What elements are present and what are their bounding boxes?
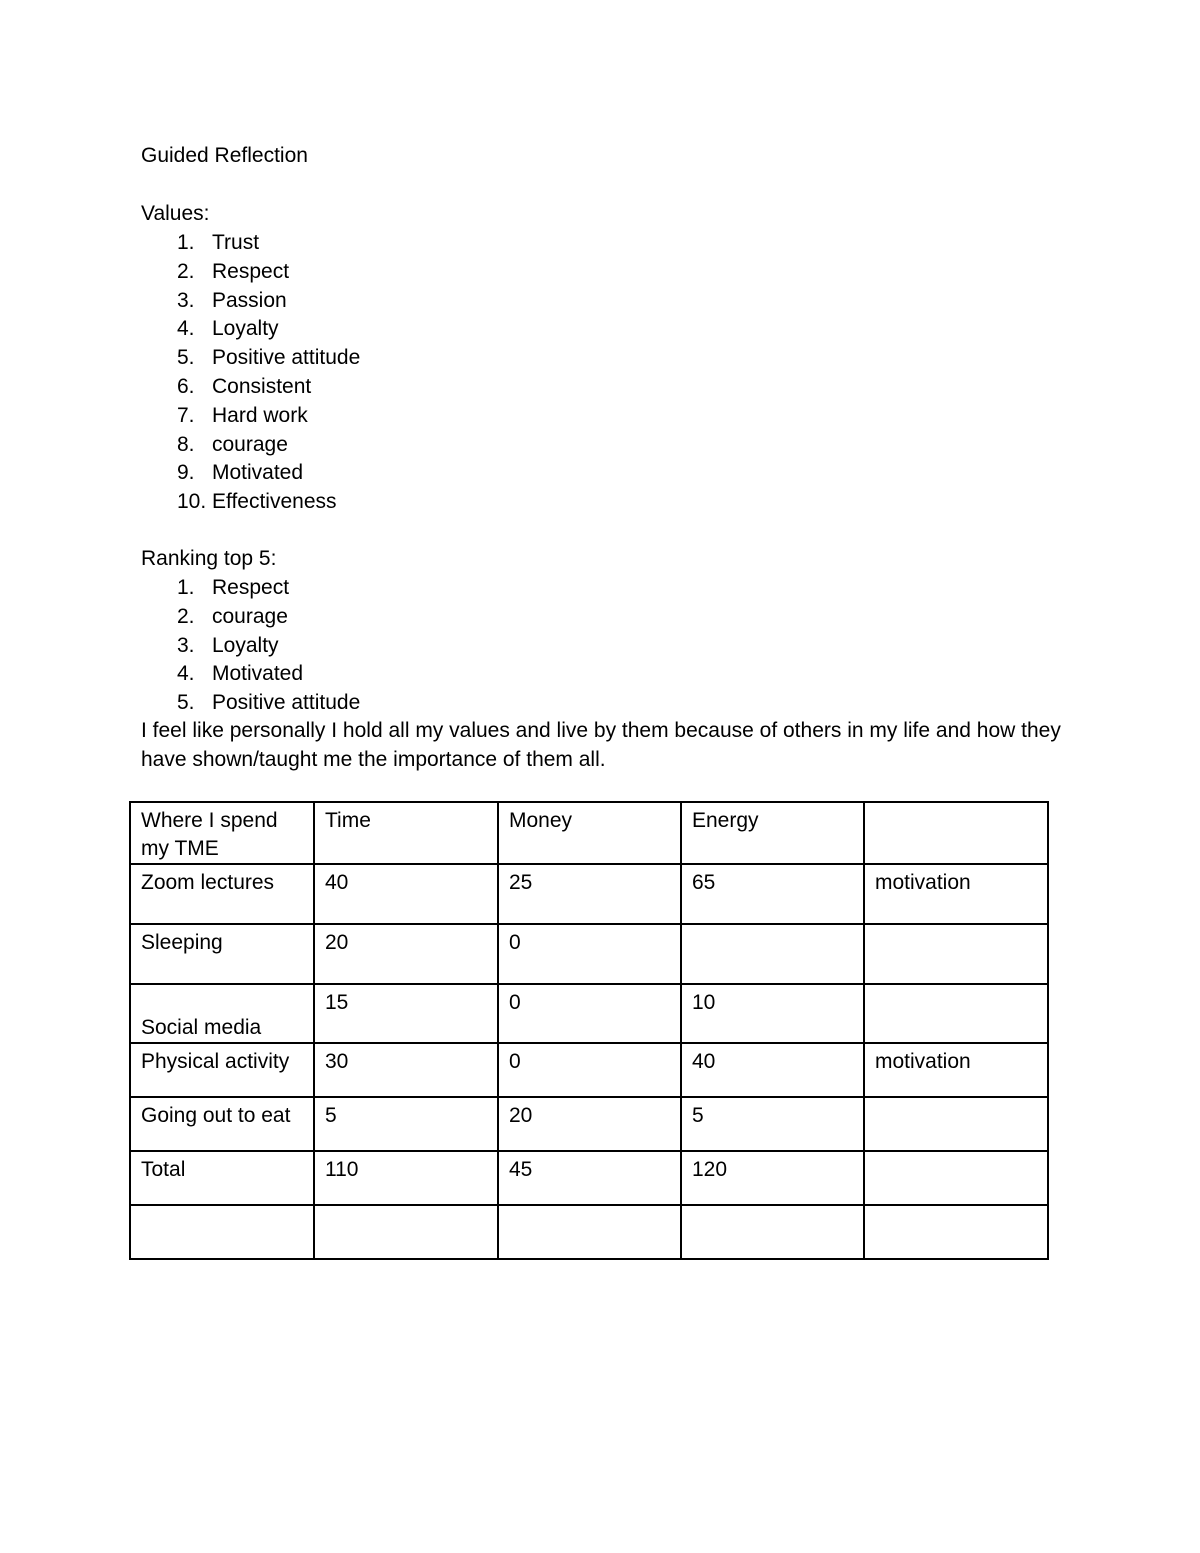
list-item: 5. Positive attitude (177, 346, 361, 370)
table-cell (864, 984, 1048, 1043)
table-cell (498, 1205, 681, 1259)
table-cell: 0 (498, 924, 681, 984)
list-item: 3. Loyalty (177, 633, 279, 657)
table-header-cell: Energy (681, 802, 864, 864)
table-cell (864, 1151, 1048, 1205)
table-row (130, 864, 1048, 924)
table-row (130, 984, 1048, 1043)
table-header-cell (864, 802, 1048, 864)
table-header-cell: Where I spend my TME (130, 802, 314, 864)
table-cell: 110 (314, 1151, 498, 1205)
table-cell: 40 (681, 1043, 864, 1097)
table-cell (864, 924, 1048, 984)
table-cell: 40 (314, 864, 498, 924)
table-row (130, 1097, 1048, 1151)
values-heading: Values: (141, 202, 210, 225)
table-cell: Physical activity (130, 1043, 314, 1097)
table-total-row (130, 1151, 1048, 1205)
table-cell: 0 (498, 1043, 681, 1097)
table-cell: Social media (130, 984, 314, 1043)
table-cell: Zoom lectures (130, 864, 314, 924)
table-cell: 15 (314, 984, 498, 1043)
table-header-row (130, 802, 1048, 864)
list-item: 1. Respect (177, 576, 290, 599)
table-cell: 120 (681, 1151, 864, 1205)
table-cell (864, 1097, 1048, 1151)
table-cell (681, 1205, 864, 1259)
table-row (130, 1205, 1048, 1259)
tme-table (129, 801, 1049, 1260)
list-item: 7. Hard work (177, 403, 308, 427)
table-cell: Total (130, 1151, 314, 1205)
table-cell (864, 1205, 1048, 1259)
ranking-list (177, 573, 360, 717)
list-item: 6. Consistent (177, 374, 312, 398)
list-item: 2. Respect (177, 259, 290, 283)
table-cell: 25 (498, 864, 681, 924)
table-cell: 0 (498, 984, 681, 1043)
table-cell: 30 (314, 1043, 498, 1097)
list-item: 9. Motivated (177, 461, 304, 485)
list-item: 5. Positive attitude (177, 691, 361, 715)
document-title: Guided Reflection (141, 144, 308, 167)
table-cell: 20 (314, 924, 498, 984)
table-cell: 5 (314, 1097, 498, 1151)
table-row (130, 924, 1048, 984)
table-cell: motivation (864, 864, 1048, 924)
table-cell: Going out to eat (130, 1097, 314, 1151)
table-row (130, 1043, 1048, 1097)
table-cell (130, 1205, 314, 1259)
table-cell: 65 (681, 864, 864, 924)
table-cell: motivation (864, 1043, 1048, 1097)
table-header-cell: Money (498, 802, 681, 864)
list-item: 4. Loyalty (177, 317, 279, 341)
table-cell: 45 (498, 1151, 681, 1205)
table-header-cell: Time (314, 802, 498, 864)
list-item: 10. Effectiveness (177, 490, 337, 514)
values-list (177, 228, 360, 516)
list-item: 8. courage (177, 432, 288, 456)
reflection-paragraph: I feel like personally I hold all my values and live by them because of others in my life and how they have shown/taught me the importance of them all. (141, 719, 1061, 771)
table-cell (314, 1205, 498, 1259)
list-item: 1. Trust (177, 231, 260, 254)
table-cell: 10 (681, 984, 864, 1043)
table-cell: 20 (498, 1097, 681, 1151)
list-item: 2. courage (177, 604, 288, 628)
list-item: 4. Motivated (177, 662, 304, 686)
list-item: 3. Passion (177, 288, 287, 312)
table-cell (681, 924, 864, 984)
ranking-heading: Ranking top 5: (141, 547, 277, 570)
table-cell: 5 (681, 1097, 864, 1151)
table-cell: Sleeping (130, 924, 314, 984)
